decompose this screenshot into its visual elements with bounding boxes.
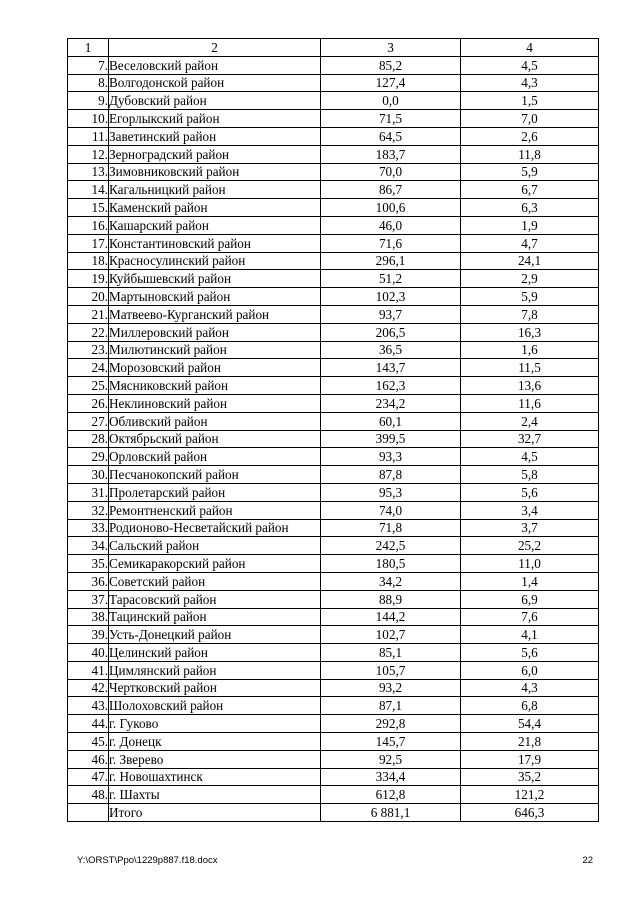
district-name-cell: Итого bbox=[109, 804, 321, 822]
column-4-value-cell: 1,6 bbox=[461, 341, 599, 359]
district-name-cell: Ремонтненский район bbox=[109, 501, 321, 519]
column-4-value-cell: 17,9 bbox=[461, 750, 599, 768]
table-row bbox=[68, 466, 599, 484]
row-number-cell: 7. bbox=[68, 56, 109, 74]
row-number-cell: 26. bbox=[68, 394, 109, 412]
district-name-cell: Красносулинский район bbox=[109, 252, 321, 270]
table-row bbox=[68, 448, 599, 466]
column-4-value-cell: 1,9 bbox=[461, 216, 599, 234]
column-3-value-cell: 206,5 bbox=[321, 323, 461, 341]
column-3-value-cell: 60,1 bbox=[321, 412, 461, 430]
column-4-value-cell: 4,7 bbox=[461, 234, 599, 252]
district-name-cell: Обливский район bbox=[109, 412, 321, 430]
district-name-cell: г. Шахты bbox=[109, 786, 321, 804]
row-number-cell: 48. bbox=[68, 786, 109, 804]
column-4-value-cell: 5,9 bbox=[461, 288, 599, 306]
column-4-value-cell: 11,0 bbox=[461, 555, 599, 573]
district-name-cell: Мясниковский район bbox=[109, 377, 321, 395]
column-3-value-cell: 144,2 bbox=[321, 608, 461, 626]
district-name-cell: Тацинский район bbox=[109, 608, 321, 626]
district-name-cell: Кагальницкий район bbox=[109, 181, 321, 199]
row-number-cell: 41. bbox=[68, 661, 109, 679]
column-3-value-cell: 102,7 bbox=[321, 626, 461, 644]
row-number-cell: 24. bbox=[68, 359, 109, 377]
column-3-value-cell: 74,0 bbox=[321, 501, 461, 519]
table-row bbox=[68, 750, 599, 768]
column-4-value-cell: 2,4 bbox=[461, 412, 599, 430]
footer-file-path: Y:\ORST\Ppo\1229p887.f18.docx bbox=[77, 855, 218, 866]
row-number-cell: 11. bbox=[68, 127, 109, 145]
district-name-cell: Матвеево-Курганский район bbox=[109, 305, 321, 323]
district-name-cell: Морозовский район bbox=[109, 359, 321, 377]
column-4-value-cell: 7,0 bbox=[461, 110, 599, 128]
column-3-value-cell: 0,0 bbox=[321, 92, 461, 110]
row-number-cell: 18. bbox=[68, 252, 109, 270]
column-3-value-cell: 85,2 bbox=[321, 56, 461, 74]
column-3-value-cell: 46,0 bbox=[321, 216, 461, 234]
column-4-value-cell: 2,6 bbox=[461, 127, 599, 145]
district-name-cell: Веселовский район bbox=[109, 56, 321, 74]
column-3-value-cell: 87,1 bbox=[321, 697, 461, 715]
table-row bbox=[68, 661, 599, 679]
table-row bbox=[68, 483, 599, 501]
district-name-cell: Константиновский район bbox=[109, 234, 321, 252]
row-number-cell: 42. bbox=[68, 679, 109, 697]
table-row bbox=[68, 341, 599, 359]
row-number-cell: 45. bbox=[68, 733, 109, 751]
row-number-cell: 9. bbox=[68, 92, 109, 110]
column-3-value-cell: 88,9 bbox=[321, 590, 461, 608]
column-3-value-cell: 105,7 bbox=[321, 661, 461, 679]
table-row bbox=[68, 626, 599, 644]
row-number-cell: 34. bbox=[68, 537, 109, 555]
district-name-cell: Октябрьский район bbox=[109, 430, 321, 448]
table-row bbox=[68, 430, 599, 448]
district-name-cell: Зерноградский район bbox=[109, 145, 321, 163]
column-4-value-cell: 3,7 bbox=[461, 519, 599, 537]
row-number-cell: 27. bbox=[68, 412, 109, 430]
row-number-cell: 12. bbox=[68, 145, 109, 163]
column-3-value-cell: 71,5 bbox=[321, 110, 461, 128]
district-name-cell: Песчанокопский район bbox=[109, 466, 321, 484]
table-row bbox=[68, 697, 599, 715]
table-row bbox=[68, 270, 599, 288]
column-3-value-cell: 93,2 bbox=[321, 679, 461, 697]
column-4-value-cell: 6,7 bbox=[461, 181, 599, 199]
row-number-cell: 14. bbox=[68, 181, 109, 199]
table-row bbox=[68, 359, 599, 377]
column-3-value-cell: 86,7 bbox=[321, 181, 461, 199]
table-body bbox=[68, 39, 599, 822]
row-number-cell: 25. bbox=[68, 377, 109, 395]
column-4-value-cell: 11,6 bbox=[461, 394, 599, 412]
row-number-cell: 33. bbox=[68, 519, 109, 537]
table-row bbox=[68, 519, 599, 537]
district-name-cell: Мартыновский район bbox=[109, 288, 321, 306]
district-name-cell: Целинский район bbox=[109, 644, 321, 662]
column-4-value-cell: 4,1 bbox=[461, 626, 599, 644]
column-4-value-cell: 5,8 bbox=[461, 466, 599, 484]
table-row bbox=[68, 56, 599, 74]
column-3-value-cell: 127,4 bbox=[321, 74, 461, 92]
column-3-value-cell: 145,7 bbox=[321, 733, 461, 751]
row-number-cell: 23. bbox=[68, 341, 109, 359]
total-row bbox=[68, 804, 599, 822]
column-4-value-cell: 3,4 bbox=[461, 501, 599, 519]
row-number-cell: 22. bbox=[68, 323, 109, 341]
district-name-cell: г. Зверево bbox=[109, 750, 321, 768]
column-4-value-cell: 6,8 bbox=[461, 697, 599, 715]
district-name-cell: Усть-Донецкий район bbox=[109, 626, 321, 644]
table-row bbox=[68, 412, 599, 430]
column-3-value-cell: 36,5 bbox=[321, 341, 461, 359]
column-4-value-cell: 7,6 bbox=[461, 608, 599, 626]
column-4-value-cell: 6,9 bbox=[461, 590, 599, 608]
column-header: 2 bbox=[109, 39, 321, 57]
table-header-row bbox=[68, 39, 599, 57]
column-4-value-cell: 4,5 bbox=[461, 56, 599, 74]
column-3-value-cell: 34,2 bbox=[321, 572, 461, 590]
row-number-cell: 21. bbox=[68, 305, 109, 323]
column-4-value-cell: 32,7 bbox=[461, 430, 599, 448]
district-name-cell: Сальский район bbox=[109, 537, 321, 555]
column-3-value-cell: 296,1 bbox=[321, 252, 461, 270]
table-row bbox=[68, 590, 599, 608]
page-number: 22 bbox=[582, 855, 593, 866]
row-number-cell: 40. bbox=[68, 644, 109, 662]
column-3-value-cell: 100,6 bbox=[321, 199, 461, 217]
table-row bbox=[68, 127, 599, 145]
row-number-cell: 31. bbox=[68, 483, 109, 501]
row-number-cell: 13. bbox=[68, 163, 109, 181]
column-3-value-cell: 93,7 bbox=[321, 305, 461, 323]
column-3-value-cell: 612,8 bbox=[321, 786, 461, 804]
column-header: 1 bbox=[68, 39, 109, 57]
table-row bbox=[68, 216, 599, 234]
row-number-cell: 28. bbox=[68, 430, 109, 448]
district-name-cell: Милютинский район bbox=[109, 341, 321, 359]
column-3-value-cell: 162,3 bbox=[321, 377, 461, 395]
table-row bbox=[68, 74, 599, 92]
column-4-value-cell: 5,9 bbox=[461, 163, 599, 181]
row-number-cell: 16. bbox=[68, 216, 109, 234]
column-3-value-cell: 71,6 bbox=[321, 234, 461, 252]
row-number-cell: 32. bbox=[68, 501, 109, 519]
table-row bbox=[68, 234, 599, 252]
column-3-value-cell: 70,0 bbox=[321, 163, 461, 181]
column-3-value-cell: 87,8 bbox=[321, 466, 461, 484]
row-number-cell: 10. bbox=[68, 110, 109, 128]
column-4-value-cell: 16,3 bbox=[461, 323, 599, 341]
table-row bbox=[68, 288, 599, 306]
district-name-cell: Каменский район bbox=[109, 199, 321, 217]
column-4-value-cell: 11,5 bbox=[461, 359, 599, 377]
table-row bbox=[68, 715, 599, 733]
table-row bbox=[68, 377, 599, 395]
column-4-value-cell: 13,6 bbox=[461, 377, 599, 395]
district-name-cell: Миллеровский район bbox=[109, 323, 321, 341]
row-number-cell bbox=[68, 804, 109, 822]
row-number-cell: 17. bbox=[68, 234, 109, 252]
table-row bbox=[68, 323, 599, 341]
column-4-value-cell: 4,3 bbox=[461, 74, 599, 92]
column-4-value-cell: 121,2 bbox=[461, 786, 599, 804]
row-number-cell: 20. bbox=[68, 288, 109, 306]
column-3-value-cell: 93,3 bbox=[321, 448, 461, 466]
table-row bbox=[68, 92, 599, 110]
column-4-value-cell: 21,8 bbox=[461, 733, 599, 751]
row-number-cell: 43. bbox=[68, 697, 109, 715]
column-4-value-cell: 35,2 bbox=[461, 768, 599, 786]
district-name-cell: Дубовский район bbox=[109, 92, 321, 110]
district-name-cell: г. Донецк bbox=[109, 733, 321, 751]
district-name-cell: Заветинский район bbox=[109, 127, 321, 145]
district-name-cell: Пролетарский район bbox=[109, 483, 321, 501]
column-4-value-cell: 2,9 bbox=[461, 270, 599, 288]
table-row bbox=[68, 252, 599, 270]
row-number-cell: 37. bbox=[68, 590, 109, 608]
table-row bbox=[68, 768, 599, 786]
column-header: 4 bbox=[461, 39, 599, 57]
row-number-cell: 44. bbox=[68, 715, 109, 733]
column-3-value-cell: 234,2 bbox=[321, 394, 461, 412]
district-name-cell: Волгодонской район bbox=[109, 74, 321, 92]
column-4-value-cell: 11,8 bbox=[461, 145, 599, 163]
column-4-value-cell: 4,3 bbox=[461, 679, 599, 697]
table-row bbox=[68, 608, 599, 626]
row-number-cell: 30. bbox=[68, 466, 109, 484]
column-header: 3 bbox=[321, 39, 461, 57]
row-number-cell: 35. bbox=[68, 555, 109, 573]
district-name-cell: Неклиновский район bbox=[109, 394, 321, 412]
row-number-cell: 15. bbox=[68, 199, 109, 217]
district-name-cell: Родионово-Несветайский район bbox=[109, 519, 321, 537]
column-4-value-cell: 646,3 bbox=[461, 804, 599, 822]
column-3-value-cell: 95,3 bbox=[321, 483, 461, 501]
table-row bbox=[68, 555, 599, 573]
column-4-value-cell: 5,6 bbox=[461, 483, 599, 501]
row-number-cell: 47. bbox=[68, 768, 109, 786]
data-table bbox=[67, 38, 599, 822]
table-row bbox=[68, 733, 599, 751]
row-number-cell: 39. bbox=[68, 626, 109, 644]
table-row bbox=[68, 145, 599, 163]
column-3-value-cell: 64,5 bbox=[321, 127, 461, 145]
column-3-value-cell: 399,5 bbox=[321, 430, 461, 448]
table-row bbox=[68, 305, 599, 323]
table-row bbox=[68, 679, 599, 697]
table-row bbox=[68, 537, 599, 555]
district-name-cell: Кашарский район bbox=[109, 216, 321, 234]
district-name-cell: Орловский район bbox=[109, 448, 321, 466]
table-row bbox=[68, 181, 599, 199]
table-row bbox=[68, 394, 599, 412]
district-name-cell: Семикаракорский район bbox=[109, 555, 321, 573]
column-3-value-cell: 85,1 bbox=[321, 644, 461, 662]
column-3-value-cell: 292,8 bbox=[321, 715, 461, 733]
column-4-value-cell: 25,2 bbox=[461, 537, 599, 555]
column-3-value-cell: 180,5 bbox=[321, 555, 461, 573]
table-row bbox=[68, 644, 599, 662]
district-name-cell: Зимовниковский район bbox=[109, 163, 321, 181]
district-name-cell: Шолоховский район bbox=[109, 697, 321, 715]
column-4-value-cell: 54,4 bbox=[461, 715, 599, 733]
district-name-cell: Куйбышевский район bbox=[109, 270, 321, 288]
row-number-cell: 38. bbox=[68, 608, 109, 626]
row-number-cell: 46. bbox=[68, 750, 109, 768]
table-row bbox=[68, 786, 599, 804]
column-4-value-cell: 7,8 bbox=[461, 305, 599, 323]
column-3-value-cell: 183,7 bbox=[321, 145, 461, 163]
column-4-value-cell: 6,3 bbox=[461, 199, 599, 217]
column-3-value-cell: 334,4 bbox=[321, 768, 461, 786]
table-row bbox=[68, 110, 599, 128]
district-name-cell: Чертковский район bbox=[109, 679, 321, 697]
column-4-value-cell: 6,0 bbox=[461, 661, 599, 679]
district-name-cell: г. Гуково bbox=[109, 715, 321, 733]
table-row bbox=[68, 199, 599, 217]
table-row bbox=[68, 163, 599, 181]
column-3-value-cell: 242,5 bbox=[321, 537, 461, 555]
column-4-value-cell: 24,1 bbox=[461, 252, 599, 270]
district-name-cell: Тарасовский район bbox=[109, 590, 321, 608]
district-name-cell: г. Новошахтинск bbox=[109, 768, 321, 786]
column-4-value-cell: 5,6 bbox=[461, 644, 599, 662]
district-name-cell: Цимлянский район bbox=[109, 661, 321, 679]
row-number-cell: 29. bbox=[68, 448, 109, 466]
column-3-value-cell: 6 881,1 bbox=[321, 804, 461, 822]
column-4-value-cell: 1,4 bbox=[461, 572, 599, 590]
row-number-cell: 36. bbox=[68, 572, 109, 590]
column-3-value-cell: 102,3 bbox=[321, 288, 461, 306]
column-3-value-cell: 51,2 bbox=[321, 270, 461, 288]
row-number-cell: 19. bbox=[68, 270, 109, 288]
table-row bbox=[68, 501, 599, 519]
district-name-cell: Егорлыкский район bbox=[109, 110, 321, 128]
district-name-cell: Советский район bbox=[109, 572, 321, 590]
row-number-cell: 8. bbox=[68, 74, 109, 92]
column-4-value-cell: 4,5 bbox=[461, 448, 599, 466]
column-3-value-cell: 71,8 bbox=[321, 519, 461, 537]
column-4-value-cell: 1,5 bbox=[461, 92, 599, 110]
table-row bbox=[68, 572, 599, 590]
column-3-value-cell: 143,7 bbox=[321, 359, 461, 377]
column-3-value-cell: 92,5 bbox=[321, 750, 461, 768]
